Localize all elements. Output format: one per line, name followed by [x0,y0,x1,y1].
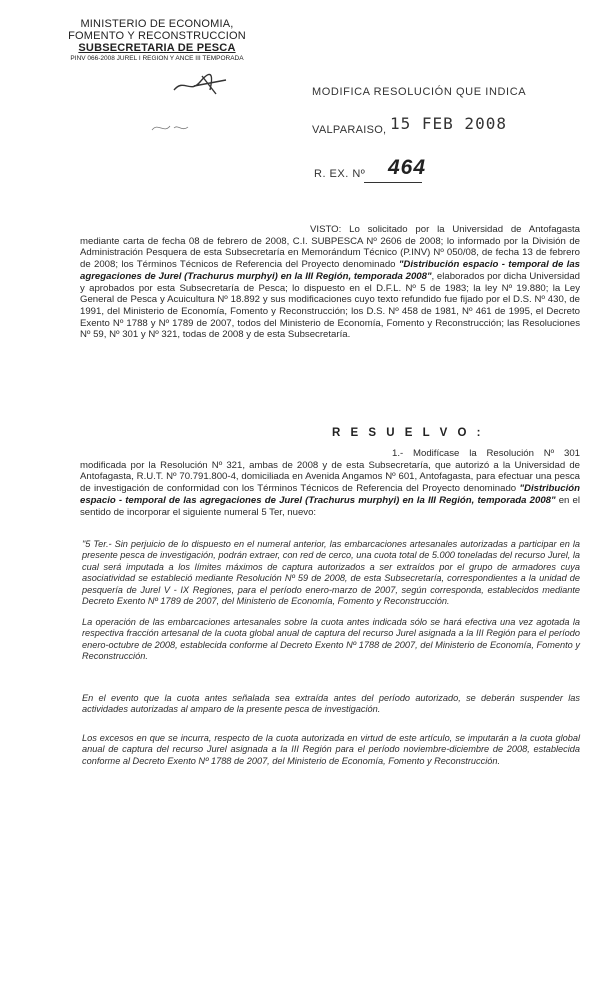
resolution-title: MODIFICA RESOLUCIÓN QUE INDICA [312,86,527,98]
initials-mark-icon [150,118,190,138]
quote-paragraph-1: "5 Ter.- Sin perjuicio de lo dispuesto en el numeral anterior, las embarcaciones artesanales autorizadas a participar en la presente pesca de investigación, podrán extraer, con red de cerco, una cuota total de 5.000 toneladas del recurso Jurel, la cual será imputada a los límites máximos de captura autorizados a ser extraídos por el grupo de armadores cuya asociatividad se estableció mediante Resolución Nº 59 de 2008, de esta Subsecretaría, correspondientes a la unidad de pesquería de Jurel V - IX Regiones, para el período enero-marzo de 2007, según corresponda, establecidos mediante Decreto Exento Nº 1789 de 2007, del Ministerio de Economía, Fomento y Reconstrucción. [82,539,580,607]
date-stamp: 15 FEB 2008 [390,114,507,133]
ministry-name: MINISTERIO DE ECONOMIA, [80,18,234,30]
visto-label: VISTO: [310,224,342,235]
resuelvo-project-title: "Distribución espacio - temporal de las agregaciones de Jurel (Trachurus murphyi) en la III Región, temporada 2008" [80,483,580,506]
resolution-number: 464 [388,156,427,179]
resuelvo-text-1: modificada por la Resolución Nº 321, ambas de 2008 y de esta Subsecretaría, que autorizó a la Universidad de Antofagasta, R.U.T. Nº 70.791.800-4, domiciliada en Avenida Angamos Nº 601, Antofagasta, para efectuar una pesca de investigación de conformidad con los Términos Técnicos de Referencia del Proyecto denominado [80,459,580,495]
subsecretariat-name: SUBSECRETARIA DE PESCA [78,42,236,54]
quote-paragraph-4: Los excesos en que se incurra, respecto de la cuota autorizada en virtud de este artículo, se imputarán a la cuota global anual de captura del recurso Jurel asignada a la III Región para el período noviembre-diciembre de 2008, establecida conforme al Decreto Exento Nº 1788 de 2007, del Ministerio de Economía, Fomento y Reconstrucción. [82,733,580,766]
letterhead [52,18,262,63]
quote-paragraph-2: La operación de las embarcaciones artesanales sobre la cuota antes indicada sólo se hará efectiva una vez agotada la respectiva fracción artesanal de la cuota global anual de captura del recurso Jurel asignada a la III Región para el período enero-octubre de 2008, establecida conforme al Decreto Exento Nº 1788 de 2007, del Ministerio de Economía, Fomento y Reconstrucción. [82,617,580,662]
signature-icon [170,68,230,98]
file-reference: PINV 066-2008 JUREL I REGION Y ANCE III TEMPORADA [70,55,244,62]
resolution-number-label: R. EX. Nº [314,168,366,180]
quote-paragraph-3: En el evento que la cuota antes señalada sea extraída antes del período autorizado, se deberán suspender las actividades autorizadas al amparo de la presente pesca de investigación. [82,693,580,715]
resuelvo-heading: R E S U E L V O : [332,427,484,439]
visto-text-1: Lo solicitado por la Universidad de Antofagasta mediante carta de fecha 08 de febrero de 2008, C.I. SUBPESCA Nº 2606 de 2008; lo informado por la División de Administración Pesquera de esta Subsecretaría en Memorándum Técnico (P.INV) Nº 050/08, de fecha 13 de febrero de 2008; los Términos Técnicos de Referencia del Proyecto denominado [80,224,581,271]
visto-text-2: , elaborados por dicha Universidad y aprobados por esta Subsecretaría de Pesca; lo dispuesto en el D.F.L. Nº 5 de 1983; la ley Nº 19.880; la Ley General de Pesca y Acuicultura Nº 18.892 y sus modificaciones cuyo texto refundido fue fijado por el D.S. Nº 430, de 1991, del Ministerio de Economía, Fomento y Reconstrucción; los D.S. Nº 458 de 1981, Nº 461 de 1995, el Decreto Exento Nº 1788 y Nº 1789 de 2007, todos del Ministerio de Economía, Fomento y Reconstrucción; las Resoluciones Nº 59, Nº 301 y Nº 321, todas de 2008 y de esta Subsecretaría. [80,270,580,341]
visto-project-title: "Distribución espacio - temporal de las agregaciones de Jurel (Trachurus murphyi) en la III Región, temporada 2008" [80,259,580,282]
ministry-name-2: FOMENTO Y RECONSTRUCCION [68,30,246,42]
resuelvo-text-2: en el sentido de incorporar el siguiente numeral 5 Ter, nuevo: [80,494,580,518]
resuelvo-paragraph [80,448,580,518]
number-underline [364,182,422,183]
visto-paragraph [80,224,580,341]
resuelvo-lead: 1.- Modifícase la Resolución Nº 301 [392,448,580,459]
city-label: VALPARAISO, [312,124,387,136]
